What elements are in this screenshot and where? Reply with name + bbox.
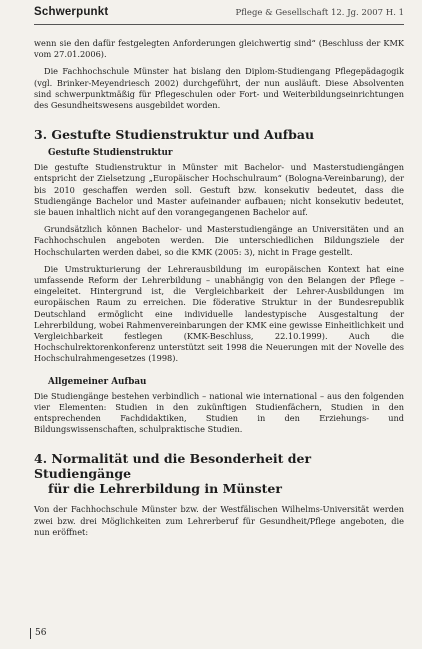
section-heading [34,451,404,496]
section-heading: 3. Gestufte Studienstruktur und Aufbau [34,127,315,143]
section-heading-line: 4. Normalität und die Besonderheit der Studiengänge [34,451,312,482]
journal-info: Pflege & Gesellschaft 12. Jg. 2007 H. 1 [235,8,404,18]
section-heading-line: für die Lehrerbildung in Münster [48,481,282,497]
article-body [34,38,404,544]
paragraph: Die Studiengänge bestehen verbindlich – national wie international – aus den folgenden vier Elementen: Studien in den zukünftigen Studienfächern, Studien in den entsprechenden Fachdidaktiken, Studien in den Erziehungs- und Bildungswissenschaften, schulpraktische Studien. [34,390,404,435]
paragraph: Die Umstrukturierung der Lehrerausbildung im europäischen Kontext hat eine umfassende Reform der Lehrerbildung – unabhängig von den Belangen der Pflege – eingeleitet. Hintergrund ist, die Vergleichbarkeit der Lehrer-Ausbildungen im europäischen Raum zu erreichen. Die föderative Struktur in der Bundesrepublik Deutschland ermöglicht eine individuelle landestypische Ausgestaltung der Lehrerbildung, wobei Rahmenvereinbarungen der KMK eine gewisse Einheitlichkeit und Vergleichbarkeit festlegen (KMK-Beschluss, 22.10.1999). Auch die Hochschulrektorenkonferenz unterstützt seit 1998 die Neuerungen mit der Novelle des Hochschulrahmengesetzes (1998). [34,263,404,364]
paragraph: Grundsätzlich können Bachelor- und Masterstudiengänge an Universitäten und an Fachhochschulen angeboten werden. Die unterschiedlichen Bildungsziele der Hochschularten werden dabei, so die KMK (2005: 3), nicht in Frage gestellt. [34,224,404,257]
page-number: 56 [30,628,46,639]
paragraph: Die gestufte Studienstruktur in Münster mit Bachelor- und Masterstudiengängen entspricht der Zielsetzung „Europäischer Hochschulraum“ (Bologna-Vereinbarung), der bis 2010 geschaffen werden soll. Gestuft bzw. konsekutiv bedeutet, dass die Studiengänge Bachelor und Master aufeinander aufbauen; nicht konsekutiv bedeutet, sie bauen inhaltlich nicht auf den vorangegangenen Bachelor auf. [34,162,404,218]
header-rule [34,24,404,25]
paragraph: Von der Fachhochschule Münster bzw. der Westfälischen Wilhelms-Universität werden zwei bzw. drei Möglichkeiten zum Lehrerberuf für Gesundheit/Pflege angeboten, die nun eröffnet: [34,504,404,537]
paragraph: Die Fachhochschule Münster hat bislang den Diplom-Studiengang Pflegepädagogik (vgl. Brinker-Meyendriesch 2002) durchgeführt, der nun ausläuft. Diese Absolventen sind schwerpunktmäßig für Pflegeschulen oder Fort- und Weiterbildungseinrichtungen des Gesundheitswesens ausgebildet worden. [34,66,404,111]
subsection-heading: Allgemeiner Aufbau [48,376,147,387]
section-title: Schwerpunkt [34,6,109,18]
running-header [34,6,404,26]
paragraph: wenn sie den dafür festgelegten Anforderungen gleichwertig sind“ (Beschluss der KMK vom 27.01.2006). [34,38,404,60]
subsection-heading: Gestufte Studienstruktur [48,148,173,159]
